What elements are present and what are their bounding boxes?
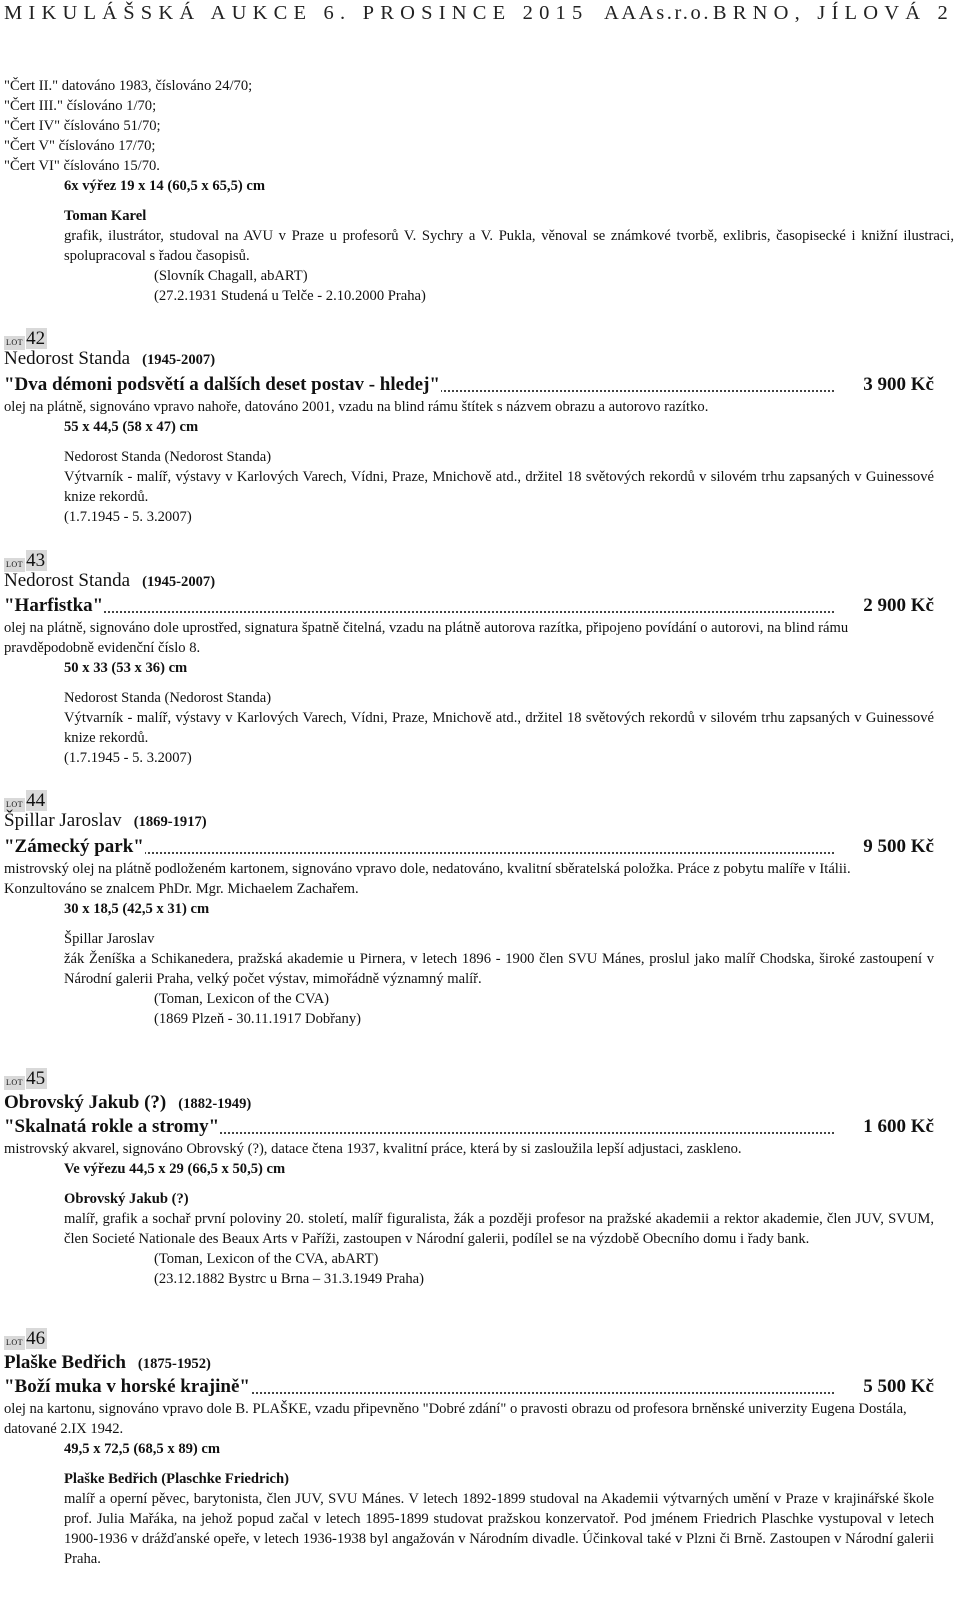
bio-dates: (23.12.1882 Bystrc u Brna – 31.3.1949 Praha) xyxy=(154,1271,424,1287)
bio-source: (Slovník Chagall, abART) xyxy=(154,268,308,284)
lot-artist: Nedorost Standa (1945-2007) xyxy=(4,570,216,591)
bio-name: Plaške Bedřich (Plaschke Friedrich) xyxy=(64,1471,289,1487)
lot-description: mistrovský akvarel, signováno Obrovský (?), datace čtena 1937, kvalitní práce, která by si zasloužila lepší adjustaci, zaskleno. xyxy=(4,1141,742,1157)
bio-name: Nedorost Standa (Nedorost Standa) xyxy=(64,690,272,706)
lot-dimensions: Ve výřezu 44,5 x 29 (66,5 x 50,5) cm xyxy=(64,1161,286,1177)
bio-name: Nedorost Standa (Nedorost Standa) xyxy=(64,449,272,465)
lot-dimensions: 6x výřez 19 x 14 (60,5 x 65,5) cm xyxy=(64,178,266,194)
lot-label: LOT xyxy=(4,336,25,350)
bio-text: Výtvarník - malíř, výstavy v Karlových Varech, Vídni, Praze, Mnichově atd., držitel 18 světových rekordů v silovém trhu zapsaných v Guinessové knize rekordů. xyxy=(64,710,934,746)
lot-price: 1 600 Kč xyxy=(863,1116,934,1137)
lot-price: 3 900 Kč xyxy=(863,374,934,395)
lot-41-continuation xyxy=(4,76,954,306)
bio-dates: (1869 Plzeň - 30.11.1917 Dobřany) xyxy=(154,1011,361,1027)
lot-number: LOT 43 xyxy=(6,550,46,571)
header-location: BRNO, JÍLOVÁ 2 xyxy=(712,2,954,24)
lot-artist: Špillar Jaroslav (1869-1917) xyxy=(4,810,207,831)
bio-text: malíř, grafik a sochař první poloviny 20. století, malíř figuralista, žák a později profesor na pražské akademii a rektor akademie, člen JUV, SVUM, člen Societé Nationale des Beaux Arts v Paříži, zastoupen v Národní galerii, podílel se na výzdobě Obecního domu i řady bank. xyxy=(64,1211,934,1247)
lot-title: "Dva démoni podsvětí a dalších deset postav - hledej" xyxy=(4,374,440,395)
lot-details xyxy=(4,859,934,1029)
artist-years: (1945-2007) xyxy=(142,352,216,368)
continuation-line: "Čert V" číslováno 17/70; xyxy=(4,138,156,154)
bio-source: (Toman, Lexicon of the CVA, abART) xyxy=(154,1251,379,1267)
lot-number: LOT 42 xyxy=(6,328,46,349)
catalog-header xyxy=(4,2,954,32)
lot-artist: Obrovský Jakub (?) (1882-1949) xyxy=(4,1092,252,1113)
lot-number: LOT 46 xyxy=(6,1328,46,1349)
artist-years: (1945-2007) xyxy=(142,574,216,590)
bio-text: Výtvarník - malíř, výstavy v Karlových Varech, Vídni, Praze, Mnichově atd., držitel 18 světových rekordů v silovém trhu zapsaných v Guinessové knize rekordů. xyxy=(64,469,934,505)
lot-price: 2 900 Kč xyxy=(863,595,934,616)
lot-number: LOT 44 xyxy=(6,790,46,811)
lot-title: "Harfistka" xyxy=(4,595,104,616)
bio-name: Špillar Jaroslav xyxy=(64,931,155,947)
lot-title: "Zámecký park" xyxy=(4,836,144,857)
continuation-line: "Čert III." číslováno 1/70; xyxy=(4,98,157,114)
artist-years: (1869-1917) xyxy=(133,814,207,830)
artist-years: (1875-1952) xyxy=(137,1356,211,1372)
lot-note: Konzultováno se znalcem PhDr. Mgr. Michaelem Zachařem. xyxy=(4,881,359,897)
bio-source: (Toman, Lexicon of the CVA) xyxy=(154,991,330,1007)
header-auction-title: MIKULÁŠSKÁ AUKCE 6. PROSINCE 2015 xyxy=(4,2,589,24)
bio-text: grafik, ilustrátor, studoval na AVU v Praze u profesorů V. Sychry a V. Pukla, věnoval se známkové tvorbě, exlibris, časopisecké i knižní ilustraci, spolupracoval s řadou časopisů. xyxy=(64,228,954,264)
bio-dates: (27.2.1931 Studená u Telče - 2.10.2000 Praha) xyxy=(154,288,426,304)
bio-text: žák Ženíška a Schikanedera, pražská akademie u Pirnera, v letech 1896 - 1900 člen SVU Mánes, proslul jako malíř Chodska, široké zastoupení v Národní galerii Praha, velký počet výstav, mimořádně významný malíř. xyxy=(64,951,934,987)
lot-title-row xyxy=(4,594,934,618)
continuation-line: "Čert VI" číslováno 15/70. xyxy=(4,158,160,174)
bio-name: Toman Karel xyxy=(64,208,147,224)
continuation-line: "Čert II." datováno 1983, číslováno 24/70; xyxy=(4,78,253,94)
lot-dimensions: 49,5 x 72,5 (68,5 x 89) cm xyxy=(64,1441,221,1457)
lot-title-row xyxy=(4,373,934,397)
bio-text: malíř a operní pěvec, barytonista, člen JUV, SVU Mánes. V letech 1892-1899 studoval na Akademii výtvarných umění v Praze v krajinářské škole prof. Julia Mařáka, na jehož popud začal v letech 1895-1899 studovat pražskou konzervatoř. Pod jménem Friedrich Plaschke vystupoval v letech 1900-1936 v drážďanské opeře, v letech 1936-1938 byl angažován v Národním divadle. Účinkoval také v Plzni či Brně. Zastoupen v Národní galerii Praha. xyxy=(64,1491,934,1567)
lot-details xyxy=(4,1399,934,1569)
lot-title-row xyxy=(4,835,934,859)
lot-title-row xyxy=(4,1375,934,1399)
lot-description: olej na kartonu, signováno vpravo dole B. PLAŠKE, vzadu připevněno "Dobré zdání" o pravosti obrazu od profesora brněnské univerzity Eugena Dostála, datované 2.IX 1942. xyxy=(4,1401,907,1437)
lot-title: "Boží muka v horské krajině" xyxy=(4,1376,250,1397)
lot-artist: Plaške Bedřich (1875-1952) xyxy=(4,1352,211,1373)
lot-description: olej na plátně, signováno dole uprostřed, signatura špatně čitelná, vzadu na plátně autorova razítka, připojeno povídání o autorovi, na blind rámu pravděpodobně evidenční číslo 8. xyxy=(4,620,849,656)
bio-name: Obrovský Jakub (?) xyxy=(64,1191,189,1207)
lot-details xyxy=(4,618,934,768)
lot-number: LOT 45 xyxy=(6,1068,46,1089)
lot-dimensions: 55 x 44,5 (58 x 47) cm xyxy=(64,419,199,435)
lot-title-row xyxy=(4,1115,934,1139)
lot-title: "Skalnatá rokle a stromy" xyxy=(4,1116,220,1137)
lot-details xyxy=(4,397,934,527)
bio-dates: (1.7.1945 - 5. 3.2007) xyxy=(64,750,192,766)
lot-details xyxy=(4,1139,934,1289)
artist-years: (1882-1949) xyxy=(178,1096,252,1112)
lot-description: mistrovský olej na plátně podloženém kartonem, signováno vpravo dole, nedatováno, kvalitní sběratelská položka. Práce z pobytu malíře v Itálii. xyxy=(4,861,851,877)
lot-dimensions: 30 x 18,5 (42,5 x 31) cm xyxy=(64,901,210,917)
lot-description: olej na plátně, signováno vpravo nahoře, datováno 2001, vzadu na blind rámu štítek s názvem obrazu a autorovo razítko. xyxy=(4,399,709,415)
lot-dimensions: 50 x 33 (53 x 36) cm xyxy=(64,660,188,676)
bio-dates: (1.7.1945 - 5. 3.2007) xyxy=(64,509,192,525)
lot-price: 5 500 Kč xyxy=(863,1376,934,1397)
lot-price: 9 500 Kč xyxy=(863,836,934,857)
lot-artist: Nedorost Standa (1945-2007) xyxy=(4,348,216,369)
header-company: AAAs.r.o. xyxy=(604,2,712,24)
continuation-line: "Čert IV" číslováno 51/70; xyxy=(4,118,161,134)
